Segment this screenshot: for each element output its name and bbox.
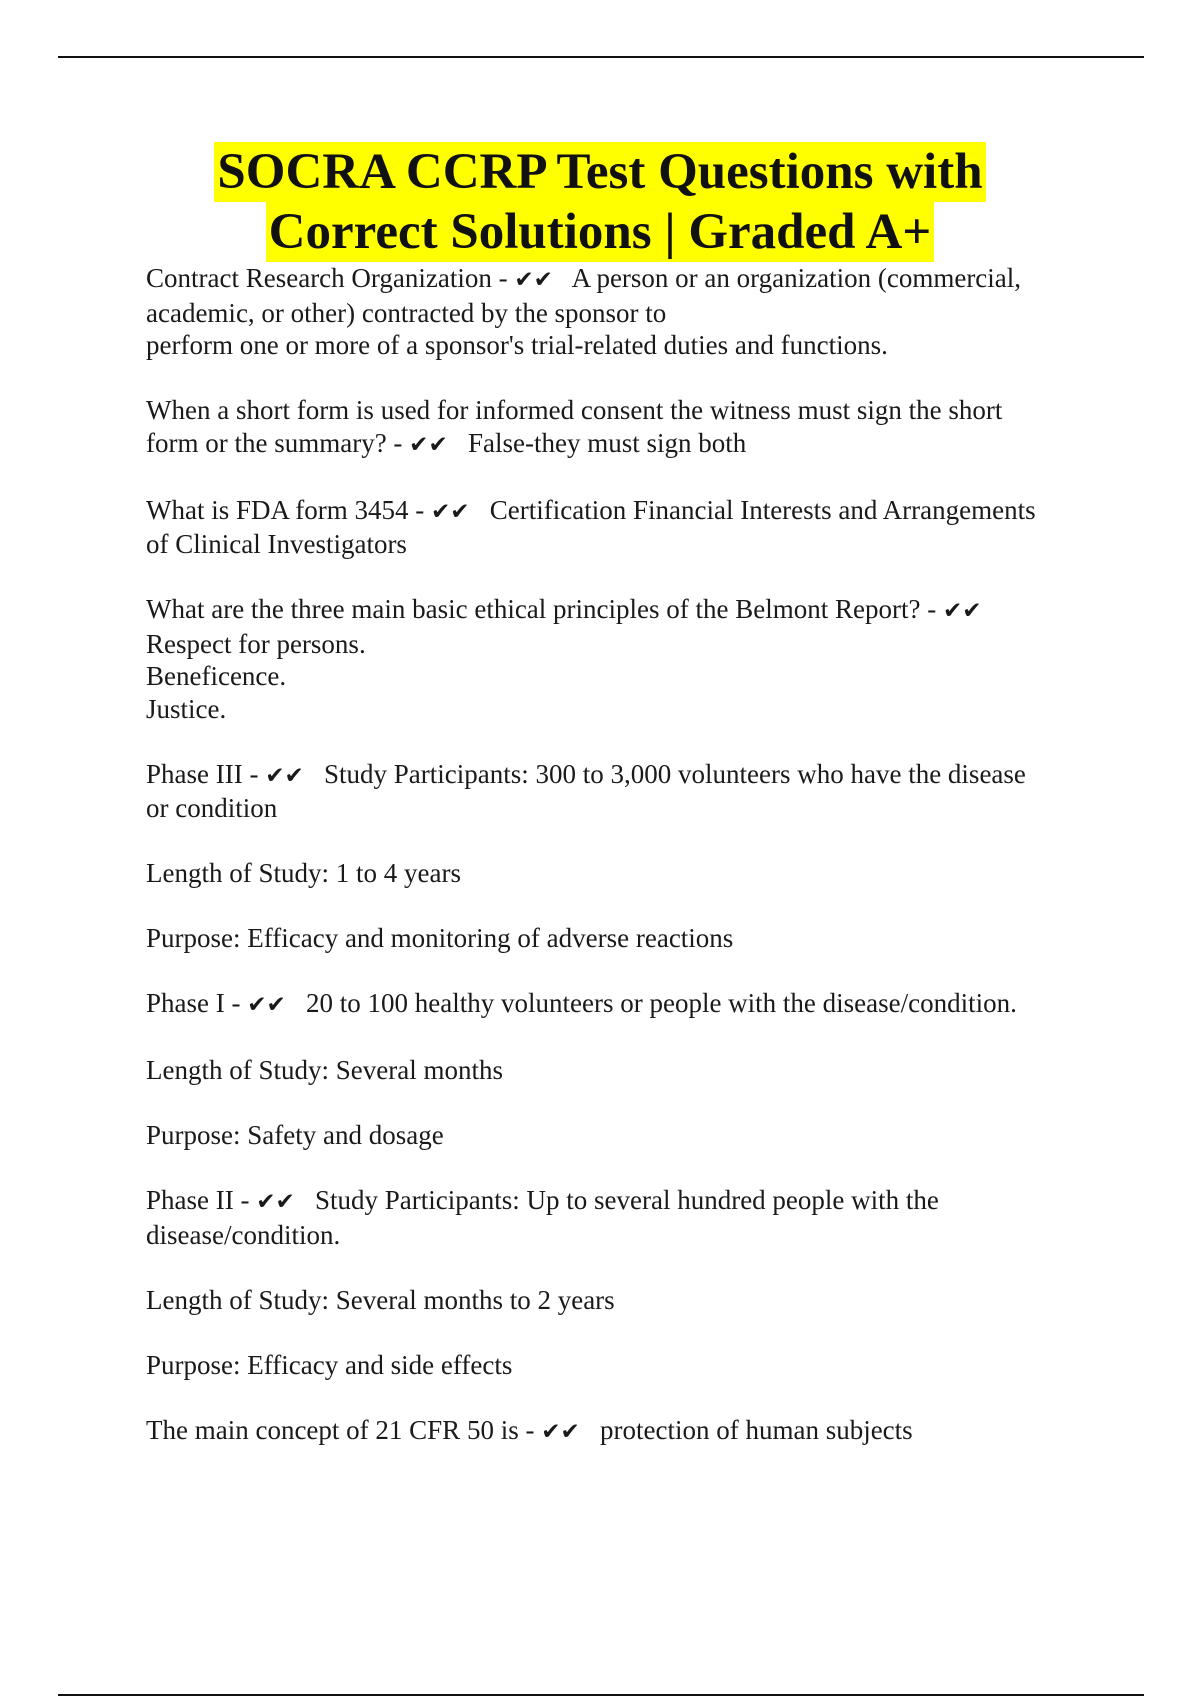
qa-entry (146, 1284, 1096, 1317)
qa-entry (146, 494, 1096, 561)
check-mark-icon: ✔✔ (541, 1418, 580, 1445)
title-line-2: Correct Solutions | Graded A+ (266, 202, 935, 262)
qa-entry-line: When a short form is used for informed consent the witness must sign the short (146, 395, 1003, 425)
qa-entry-line: Purpose: Safety and dosage (146, 1120, 444, 1150)
qa-entry-line: Purpose: Efficacy and side effects (146, 1349, 513, 1380)
check-mark-icon: ✔✔ (265, 762, 304, 789)
check-mark-icon: ✔✔ (514, 267, 553, 293)
qa-entry-line: Length of Study: Several months to 2 years (146, 1284, 615, 1315)
qa-entry (146, 1184, 1096, 1251)
qa-entry-line: Beneficence. (146, 661, 287, 691)
check-mark-icon: ✔✔ (409, 431, 448, 458)
qa-entry-line: Contract Research Organization - ✔✔ A person or an organization (commercial, (146, 263, 1022, 293)
qa-entry (146, 1119, 1096, 1152)
qa-entry (146, 262, 1096, 362)
check-mark-icon: ✔✔ (247, 992, 286, 1018)
check-mark-icon: ✔✔ (942, 598, 982, 624)
qa-entry-line: What are the three main basic ethical principles of the Belmont Report? - ✔✔ (146, 594, 982, 624)
qa-entry-line: What is FDA form 3454 - ✔✔ Certification Financial Interests and Arrangements (146, 494, 1036, 525)
qa-entry-line: disease/condition. (146, 1219, 341, 1250)
qa-entry (146, 1414, 1096, 1449)
qa-entry (146, 394, 1096, 461)
top-horizontal-rule (58, 56, 1144, 58)
bottom-horizontal-rule (58, 1694, 1144, 1696)
qa-entry (146, 1054, 1096, 1087)
qa-entry-line: The main concept of 21 CFR 50 is - ✔✔ protection of human subjects (146, 1414, 913, 1445)
qa-entry-line: Length of Study: Several months (146, 1055, 503, 1085)
check-mark-icon: ✔✔ (430, 498, 470, 525)
qa-entry-line: Justice. (146, 693, 227, 724)
qa-entry (146, 758, 1096, 825)
qa-entry-line: or condition (146, 793, 278, 823)
check-mark-icon: ✔✔ (256, 1189, 295, 1215)
qa-entry (146, 987, 1096, 1022)
qa-entry (146, 1349, 1096, 1382)
qa-entry-line: Phase II - ✔✔ Study Participants: Up to several hundred people with the (146, 1185, 939, 1215)
qa-content (146, 262, 1096, 1481)
qa-entry-line: of Clinical Investigators (146, 529, 407, 559)
qa-entry-line: form or the summary? - ✔✔ False-they must sign both (146, 427, 747, 458)
qa-entry (146, 593, 1096, 725)
title-line-1: SOCRA CCRP Test Questions with (214, 142, 985, 202)
qa-entry-line: perform one or more of a sponsor's trial-related duties and functions. (146, 330, 888, 360)
qa-entry-line: Purpose: Efficacy and monitoring of adverse reactions (146, 923, 734, 953)
qa-entry-line: Phase III - ✔✔ Study Participants: 300 to 3,000 volunteers who have the disease (146, 758, 1026, 789)
qa-entry (146, 857, 1096, 890)
qa-entry-line: Phase I - ✔✔ 20 to 100 healthy volunteers or people with the disease/condition. (146, 988, 1017, 1018)
qa-entry (146, 922, 1096, 955)
qa-entry-line: Length of Study: 1 to 4 years (146, 858, 461, 888)
document-title (0, 142, 1200, 262)
qa-entry-line: academic, or other) contracted by the sponsor to (146, 297, 667, 328)
qa-entry-line: Respect for persons. (146, 628, 366, 659)
